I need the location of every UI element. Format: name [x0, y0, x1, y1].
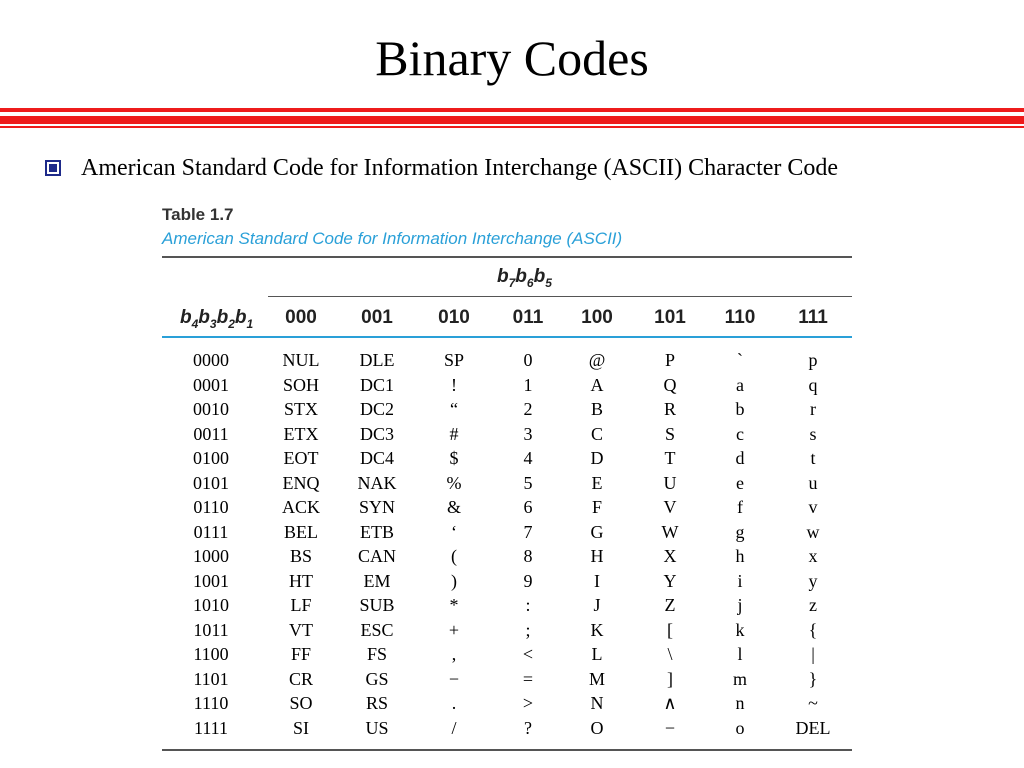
column-header: 001 — [361, 307, 393, 328]
table-cell: DC2 — [359, 399, 394, 419]
table-cell: ‘ — [451, 521, 457, 542]
table-cell: F — [591, 497, 602, 517]
table-cell: Z — [664, 595, 676, 615]
table-cell: a — [736, 374, 744, 395]
table-row — [0, 471, 1024, 496]
group-header-b7: b — [497, 266, 509, 287]
table-cell: CR — [288, 668, 313, 689]
title-rule-middle — [0, 116, 1024, 124]
table-cell: Y — [663, 570, 677, 591]
table-cell: & — [446, 497, 461, 517]
table-label: Table 1.7 — [162, 205, 234, 224]
table-cell: ( — [451, 546, 457, 566]
column-header: 010 — [438, 307, 470, 328]
row-header-b4-sub: 4 — [191, 316, 199, 331]
row-code: 0101 — [193, 472, 229, 493]
row-header-b4: b — [180, 307, 192, 328]
row-header-b1-sub: 1 — [246, 316, 254, 331]
row-code: 0010 — [193, 399, 229, 419]
table-cell: 7 — [523, 521, 533, 542]
row-header-b2-sub: 2 — [228, 316, 235, 331]
table-cell: E — [591, 472, 603, 493]
row-header-b3: b — [198, 307, 210, 328]
table-cell: I — [594, 570, 600, 591]
bullet-text: American Standard Code for Information Interchange (ASCII) Character Code — [81, 155, 839, 181]
table-row — [0, 422, 1024, 447]
table-cell: z — [809, 595, 817, 615]
table-cell: O — [590, 717, 604, 738]
table-cell: S — [664, 423, 675, 444]
bullet-item — [45, 152, 838, 184]
table-cell: ACK — [281, 497, 320, 517]
table-cell: @ — [588, 350, 606, 370]
table-cell: − — [448, 668, 460, 689]
table-cell: y — [808, 570, 818, 591]
table-row — [0, 397, 1024, 422]
table-row — [0, 716, 1024, 741]
column-header: 000 — [285, 307, 317, 328]
table-cell: BS — [289, 546, 313, 566]
table-cell: 6 — [523, 497, 533, 517]
table-cell: g — [735, 521, 745, 542]
table-cell: e — [736, 472, 744, 493]
row-code: 0110 — [193, 497, 229, 517]
table-cell: [ — [667, 619, 673, 640]
table-cell: DC4 — [359, 448, 394, 468]
row-header-b1: b — [234, 307, 247, 328]
table-cell: W — [661, 521, 679, 542]
table-cell: | — [811, 644, 815, 664]
table-row — [0, 495, 1024, 520]
header-bottom-rule — [162, 336, 852, 338]
table-row — [0, 373, 1024, 398]
table-cell: SP — [443, 350, 465, 370]
table-top-rule — [162, 256, 852, 258]
table-cell: SOH — [282, 374, 319, 395]
table-cell: h — [735, 546, 745, 566]
table-cell: SUB — [359, 595, 395, 615]
row-code: 0111 — [193, 521, 229, 542]
table-row — [0, 569, 1024, 594]
table-cell: EOT — [283, 448, 319, 468]
table-cell: HT — [289, 570, 313, 591]
table-cell: 8 — [523, 546, 533, 566]
table-row — [0, 593, 1024, 618]
table-cell: } — [808, 668, 818, 689]
table-cell: ETX — [283, 423, 319, 444]
table-caption: American Standard Code for Information Interchange (ASCII) — [162, 229, 623, 248]
table-cell: V — [663, 497, 677, 517]
table-cell: NAK — [357, 472, 397, 493]
table-cell: r — [810, 399, 816, 419]
table-cell: NUL — [282, 350, 320, 370]
row-code: 1000 — [193, 546, 229, 566]
group-header-b5-sub: 5 — [545, 275, 552, 290]
table-cell: $ — [449, 448, 459, 468]
row-code: 0000 — [193, 350, 229, 370]
table-cell: d — [735, 448, 745, 468]
table-cell: ENQ — [282, 472, 320, 493]
column-header: 100 — [581, 307, 613, 328]
table-row — [0, 348, 1024, 373]
table-cell: ` — [737, 350, 743, 370]
table-cell: 9 — [523, 570, 533, 591]
row-code: 0011 — [193, 423, 229, 444]
table-cell: j — [737, 595, 743, 615]
table-cell: / — [451, 717, 457, 738]
table-cell: o — [735, 717, 745, 738]
table-cell: k — [735, 619, 745, 640]
table-cell: ) — [451, 570, 457, 591]
table-cell: K — [590, 619, 604, 640]
table-cell: SYN — [358, 497, 395, 517]
table-cell: 4 — [523, 448, 533, 468]
row-code: 1101 — [193, 668, 229, 689]
table-cell: # — [449, 423, 459, 444]
row-header-label — [180, 307, 253, 331]
square-bullet-icon — [45, 160, 61, 176]
table-cell: v — [808, 497, 818, 517]
table-cell: 3 — [523, 423, 533, 444]
table-cell: b — [735, 399, 745, 419]
table-cell: + — [448, 619, 460, 640]
row-header-b3-sub: 3 — [209, 316, 217, 331]
table-cell: 2 — [523, 399, 533, 419]
table-cell: GS — [365, 668, 389, 689]
table-cell: % — [446, 472, 462, 493]
group-header-b6: b — [515, 266, 527, 287]
table-cell: DEL — [795, 717, 831, 738]
table-cell: VT — [289, 619, 313, 640]
group-header-b7-sub: 7 — [508, 275, 516, 290]
table-row — [0, 667, 1024, 692]
table-cell: L — [591, 644, 603, 664]
row-code: 1010 — [193, 595, 229, 615]
table-cell: ! — [451, 374, 457, 395]
table-cell: “ — [450, 399, 458, 419]
table-cell: > — [522, 693, 534, 713]
table-cell: ETB — [360, 521, 394, 542]
table-cell: U — [663, 472, 677, 493]
table-cell: SI — [292, 717, 309, 738]
table-cell: G — [590, 521, 604, 542]
table-cell: 1 — [523, 374, 533, 395]
row-code: 1111 — [194, 717, 228, 738]
table-cell: s — [809, 423, 817, 444]
table-cell: m — [732, 668, 747, 689]
table-cell: RS — [365, 693, 389, 713]
table-cell: − — [664, 717, 676, 738]
table-cell: ∧ — [663, 693, 677, 713]
table-cell: 5 — [523, 472, 533, 493]
row-code: 1001 — [193, 570, 229, 591]
table-cell: FF — [290, 644, 312, 664]
column-header: 101 — [654, 307, 686, 328]
table-row — [0, 618, 1024, 643]
table-cell: = — [522, 668, 534, 689]
table-cell: ESC — [360, 619, 394, 640]
row-code: 0100 — [193, 448, 229, 468]
row-header-b2: b — [216, 307, 229, 328]
column-header: 111 — [798, 307, 828, 328]
table-cell: N — [590, 693, 604, 713]
table-row — [0, 642, 1024, 667]
table-cell: M — [588, 668, 605, 689]
table-cell: f — [737, 497, 743, 517]
table-cell: J — [593, 595, 601, 615]
table-cell: R — [663, 399, 676, 419]
table-cell: DLE — [359, 350, 395, 370]
table-cell: H — [590, 546, 604, 566]
table-cell: D — [590, 448, 604, 468]
column-header: 110 — [724, 307, 756, 328]
table-row — [0, 691, 1024, 716]
table-cell: FS — [366, 644, 388, 664]
table-cell: n — [735, 693, 745, 713]
column-header: 011 — [512, 307, 544, 328]
table-cell: B — [590, 399, 603, 419]
table-bottom-rule — [162, 749, 852, 751]
table-cell: STX — [283, 399, 318, 419]
table-cell: X — [663, 546, 677, 566]
table-cell: ? — [524, 717, 532, 738]
table-cell: T — [664, 448, 676, 468]
title-rule-bottom — [0, 126, 1024, 128]
table-cell: c — [736, 423, 744, 444]
table-cell: * — [449, 595, 459, 615]
title-rule-top — [0, 108, 1024, 112]
table-cell: i — [737, 570, 743, 591]
table-cell: C — [590, 423, 603, 444]
column-group-header — [497, 266, 552, 290]
table-cell: SO — [289, 693, 313, 713]
row-code: 1011 — [193, 619, 229, 640]
table-cell: 0 — [523, 350, 533, 370]
table-cell: l — [737, 644, 743, 664]
table-cell: t — [810, 448, 816, 468]
group-header-b5: b — [533, 266, 546, 287]
table-row — [0, 446, 1024, 471]
table-cell: . — [451, 693, 457, 713]
table-row — [0, 520, 1024, 545]
row-code: 1110 — [193, 693, 229, 713]
row-code: 0001 — [193, 374, 229, 395]
group-header-b6-sub: 6 — [526, 275, 534, 290]
table-cell: ] — [667, 668, 673, 689]
slide-title: Binary Codes — [375, 30, 649, 86]
table-cell: x — [808, 546, 818, 566]
table-cell: EM — [363, 570, 391, 591]
table-cell: LF — [290, 595, 312, 615]
table-cell: BEL — [284, 521, 318, 542]
table-cell: , — [451, 644, 457, 664]
group-header-rule — [268, 296, 852, 297]
table-cell: US — [365, 717, 389, 738]
row-code: 1100 — [193, 644, 229, 664]
table-cell: CAN — [357, 546, 396, 566]
table-row — [0, 544, 1024, 569]
table-cell: : — [525, 595, 531, 615]
table-cell: w — [806, 521, 820, 542]
table-cell: A — [590, 374, 604, 395]
table-cell: ~ — [808, 693, 818, 713]
table-cell: { — [808, 619, 818, 640]
table-cell: q — [808, 374, 818, 395]
table-cell: Q — [663, 374, 677, 395]
table-cell: u — [808, 472, 818, 493]
table-cell: p — [808, 350, 818, 370]
table-cell: DC3 — [359, 423, 394, 444]
table-cell: ; — [525, 619, 531, 640]
table-cell: DC1 — [359, 374, 394, 395]
table-cell: < — [522, 644, 534, 664]
table-cell: \ — [667, 644, 673, 664]
table-cell: P — [664, 350, 675, 370]
